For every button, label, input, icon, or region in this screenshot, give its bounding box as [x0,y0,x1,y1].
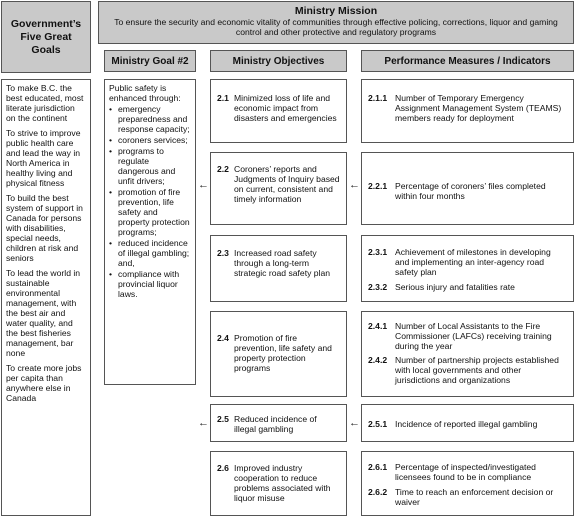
ministry-objectives-header [210,50,347,72]
performance-measures-header-label: Performance Measures / Indicators [384,55,551,67]
five-goals-header [1,1,91,73]
goal-item: To strive to improve public health care and lead the way in North America in healthy living and physical fitness [6,128,81,188]
goal-bullet-list [109,104,191,299]
measure-text: Incidence of reported illegal gambling [395,419,538,429]
five-goals-list [1,79,91,516]
measure-text: Time to reach an enforcement decision or waiver [395,487,554,507]
objective-box [210,235,347,302]
objective-text: Increased road safety through a long-term strategic road safety plan [234,248,331,278]
measure-number: 2.2.1 [368,181,388,191]
measure-number: 2.4.1 [368,321,388,331]
objective-text: Promotion of fire prevention, life safety and property protection programs [234,333,332,373]
performance-measures-header [361,50,574,72]
measure-number: 2.1.1 [368,93,388,103]
objective-box [210,404,347,442]
goal-intro: Public safety is enhanced through: [109,83,181,103]
measure-text: Number of Local Assistants to the Fire Commissioner (LAFCs) receiving training during the year [395,321,552,351]
objective-text: Improved industry cooperation to reduce problems associated with liquor misuse [234,463,331,503]
measure-text: Number of Temporary Emergency Assignment Management System (TEAMS) members ready for deployment [395,93,562,123]
measure-text: Percentage of inspected/investigated licensees found to be in compliance [395,462,536,482]
arrow-left-icon: ← [349,417,360,429]
measure-text: Number of partnership projects established with local governments and other jurisdictions and organizations [395,355,559,385]
goal-bullet: • coroners services; [109,135,191,145]
objective-number: 2.1 [217,93,229,103]
goal-bullet: • compliance with provincial liquor laws. [109,269,191,299]
objective-number: 2.3 [217,248,229,258]
objective-number: 2.2 [217,164,229,174]
measure-box [361,404,574,442]
ministry-mission [98,1,574,44]
measure-box [361,311,574,397]
measure-number: 2.5.1 [368,419,388,429]
objective-box [210,311,347,397]
goal-item: To create more jobs per capita than anywhere else in Canada [6,363,82,403]
objective-box [210,451,347,516]
goal-item: To lead the world in sustainable environmental management, with the best air and water quality, and the best fisheries management, bar none [6,268,81,358]
objective-text: Coroners’ reports and Judgments of Inquiry based on current, consistent and timely information [234,164,340,204]
measure-text: Achievement of milestones in developing and implementing an inter-agency road safety plan [395,247,551,277]
arrow-left-icon: ← [198,179,209,191]
measure-box [361,152,574,225]
goal-bullet: • programs to regulate dangerous and unfit drivers; [109,146,191,186]
measure-box [361,451,574,516]
objective-number: 2.5 [217,414,229,424]
measure-text: Percentage of coroners’ files completed within four months [395,181,546,201]
goal-bullet: • emergency preparedness and response capacity; [109,104,191,134]
five-goals-title: Government’s Five Great Goals [10,17,82,56]
measure-number: 2.6.1 [368,462,388,472]
ministry-goal-header [104,50,196,72]
objective-number: 2.6 [217,463,229,473]
mission-title: Ministry Mission [294,5,378,17]
objective-box [210,152,347,225]
objective-text: Minimized loss of life and economic impact from disasters and emergencies [234,93,337,123]
mission-text: To ensure the security and economic vitality of communities through effective policing, corrections, liquor and gaming control and other protective and regulatory programs [114,17,558,37]
goal-item: To make B.C. the best educated, most literate jurisdiction on the continent [6,83,84,123]
objective-box [210,79,347,143]
measure-text: Serious injury and fatalities rate [395,282,515,292]
arrow-left-icon: ← [198,417,209,429]
measure-number: 2.6.2 [368,487,388,497]
ministry-objectives-header-label: Ministry Objectives [232,55,325,67]
measure-number: 2.3.1 [368,247,388,257]
arrow-left-icon: ← [349,179,360,191]
measure-box [361,79,574,143]
goal-item: To build the best system of support in Canada for persons with disabilities, special needs, children at risk and seniors [6,193,83,263]
ministry-goal-header-label: Ministry Goal #2 [111,55,189,67]
measure-number: 2.4.2 [368,355,388,365]
ministry-goal-box [104,79,196,385]
measure-number: 2.3.2 [368,282,388,292]
objective-number: 2.4 [217,333,229,343]
objective-text: Reduced incidence of illegal gambling [234,414,317,434]
goal-bullet: • promotion of fire prevention, life safety and property protection programs; [109,187,191,237]
goal-bullet: • reduced incidence of illegal gambling; and, [109,238,191,268]
measure-box [361,235,574,302]
